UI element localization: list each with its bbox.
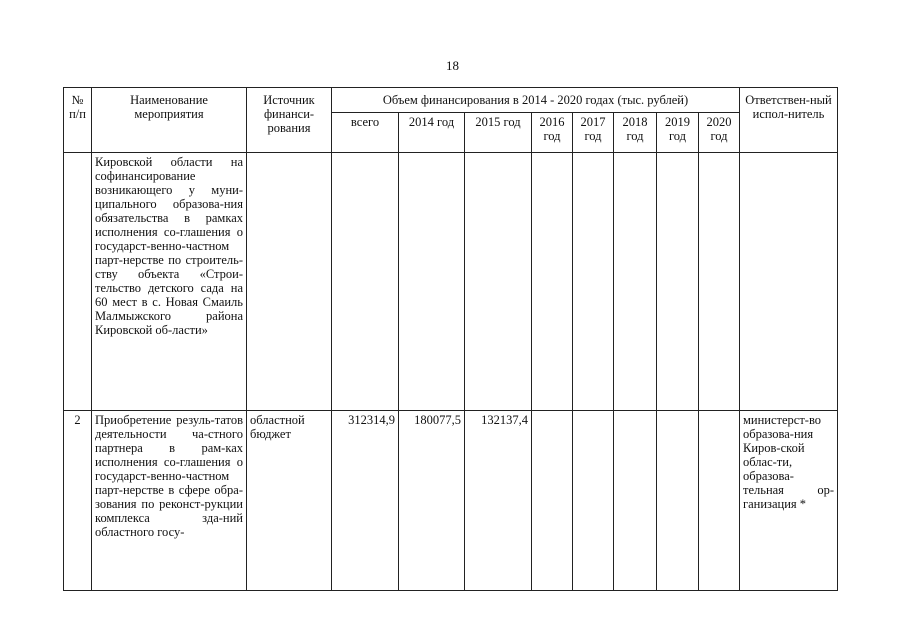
header-year-2020: 2020 год <box>699 113 740 153</box>
row-responsible <box>740 153 838 411</box>
header-year-2015: 2015 год <box>465 113 532 153</box>
header-year-2014: 2014 год <box>399 113 465 153</box>
row-responsible: министерст-во образова-ния Киров-ской облас-ти, образова-тельная ор-ганизация * <box>740 411 838 591</box>
header-name: Наименование мероприятия <box>92 88 247 153</box>
header-source: Источник финанси-рования <box>247 88 332 153</box>
row-total <box>332 153 399 411</box>
row-source <box>247 153 332 411</box>
row-num: 2 <box>64 411 92 591</box>
row-2015: 132137,4 <box>465 411 532 591</box>
header-year-2017: 2017 год <box>573 113 614 153</box>
row-num <box>64 153 92 411</box>
row-2016 <box>532 411 573 591</box>
page-number: 18 <box>446 58 459 73</box>
header-year-2016: 2016 год <box>532 113 573 153</box>
header-total: всего <box>332 113 399 153</box>
row-name: Кировской области на софинансирование возникающего у муни-ципального образова-ния обязательства в рамках исполнения со-глашения о государст-венно-частном парт-нерстве по строитель-ству объекта «Строи-тельство детского сада на 60 мест в с. Новая Смаиль Малмыжского района Кировской об-ласти» <box>92 153 247 411</box>
header-year-2019: 2019 год <box>657 113 699 153</box>
header-responsible: Ответствен-ный испол-нитель <box>740 88 838 153</box>
row-total: 312314,9 <box>332 411 399 591</box>
table-row <box>64 411 838 591</box>
row-2018 <box>614 153 657 411</box>
row-2014 <box>399 153 465 411</box>
row-2017 <box>573 411 614 591</box>
row-2016 <box>532 153 573 411</box>
row-2020 <box>699 153 740 411</box>
table-row <box>64 153 838 411</box>
funding-table <box>63 87 838 591</box>
row-name: Приобретение резуль-татов деятельности ча-стного партнера в рам-ках исполнения со-глашения о государст-венно-частном парт-нерстве в сфере обра-зования по реконст-рукции комплекса зда-ний областного госу- <box>92 411 247 591</box>
header-year-2018: 2018 год <box>614 113 657 153</box>
row-2017 <box>573 153 614 411</box>
row-2014: 180077,5 <box>399 411 465 591</box>
row-source: областной бюджет <box>247 411 332 591</box>
row-2020 <box>699 411 740 591</box>
row-2018 <box>614 411 657 591</box>
header-num: № п/п <box>64 88 92 153</box>
row-2015 <box>465 153 532 411</box>
row-2019 <box>657 153 699 411</box>
header-funding-group: Объем финансирования в 2014 - 2020 годах (тыс. рублей) <box>332 88 740 113</box>
row-2019 <box>657 411 699 591</box>
